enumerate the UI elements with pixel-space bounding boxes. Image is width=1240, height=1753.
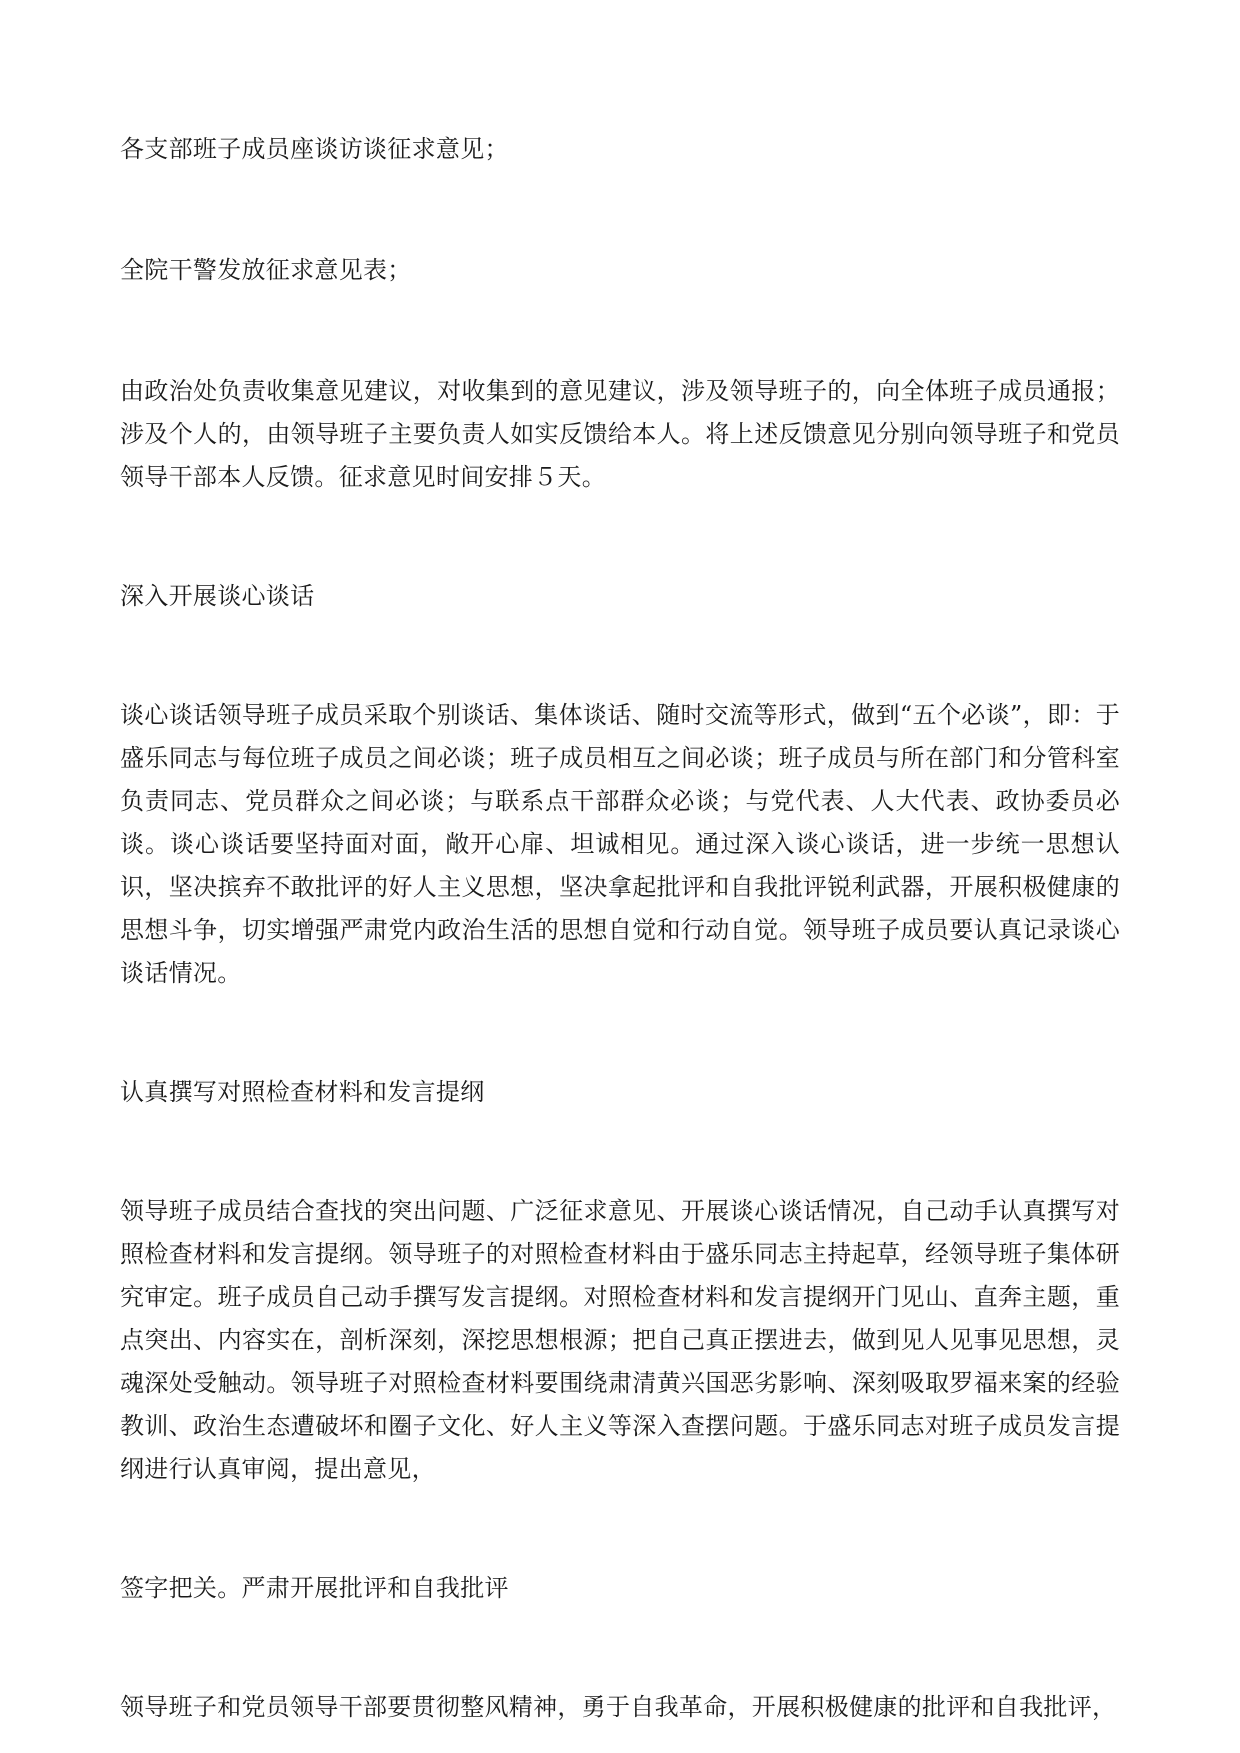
paragraph-branch-interviews: 各支部班子成员座谈访谈征求意见； xyxy=(120,135,509,163)
heading-heart-to-heart-talks: 深入开展谈心谈话 xyxy=(120,582,315,610)
paragraph-inspection-materials: 领导班子成员结合查找的突出问题、广泛征求意见、开展谈心谈话情况，自己动手认真撰写对照检查材料和发言提纲。领导班子的对照检查材料由于盛乐同志主持起草，经领导班子集体研究审定。班子成员自己动手撰写发言提纲。对照检查材料和发言提纲开门见山、直奔主题，重点突出、内容实在，剖析深刻，深挖思想根源；把自己真正摆进去，做到见人见事见思想，灵魂深处受触动。领导班子对照检查材料要围绕肃清黄兴国恶劣影响、深刻吸取罗福来案的经验教训、政治生态遭破坏和圈子文化、好人主义等深入查摆问题。于盛乐同志对班子成员发言提纲进行认真审阅，提出意见， xyxy=(120,1197,1120,1483)
paragraph-criticism-self-criticism: 领导班子和党员领导干部要贯彻整风精神，勇于自我革命，开展积极健康的批评和自我批评， xyxy=(120,1693,1117,1721)
heading-criticism-self-criticism: 签字把关。严肃开展批评和自我批评 xyxy=(120,1574,509,1602)
document-body xyxy=(120,128,1120,1729)
paragraph-feedback-collection: 由政治处负责收集意见建议，对收集到的意见建议，涉及领导班子的，向全体班子成员通报；涉及个人的，由领导班子主要负责人如实反馈给本人。将上述反馈意见分别向领导班子和党员领导干部本人反馈。征求意见时间安排５天。 xyxy=(120,377,1120,491)
paragraph-opinion-forms: 全院干警发放征求意见表； xyxy=(120,256,412,284)
paragraph-heart-to-heart-talks: 谈心谈话领导班子成员采取个别谈话、集体谈话、随时交流等形式，做到“五个必谈”，即：于盛乐同志与每位班子成员之间必谈；班子成员相互之间必谈；班子成员与所在部门和分管科室负责同志、党员群众之间必谈；与联系点干部群众必谈；与党代表、人大代表、政协委员必谈。谈心谈话要坚持面对面，敞开心扉、坦诚相见。通过深入谈心谈话，进一步统一思想认识，坚决摈弃不敢批评的好人主义思想，坚决拿起批评和自我批评锐利武器，开展积极健康的思想斗争，切实增强严肃党内政治生活的思想自觉和行动自觉。领导班子成员要认真记录谈心谈话情况。 xyxy=(120,701,1120,987)
heading-inspection-materials: 认真撰写对照检查材料和发言提纲 xyxy=(120,1078,485,1106)
